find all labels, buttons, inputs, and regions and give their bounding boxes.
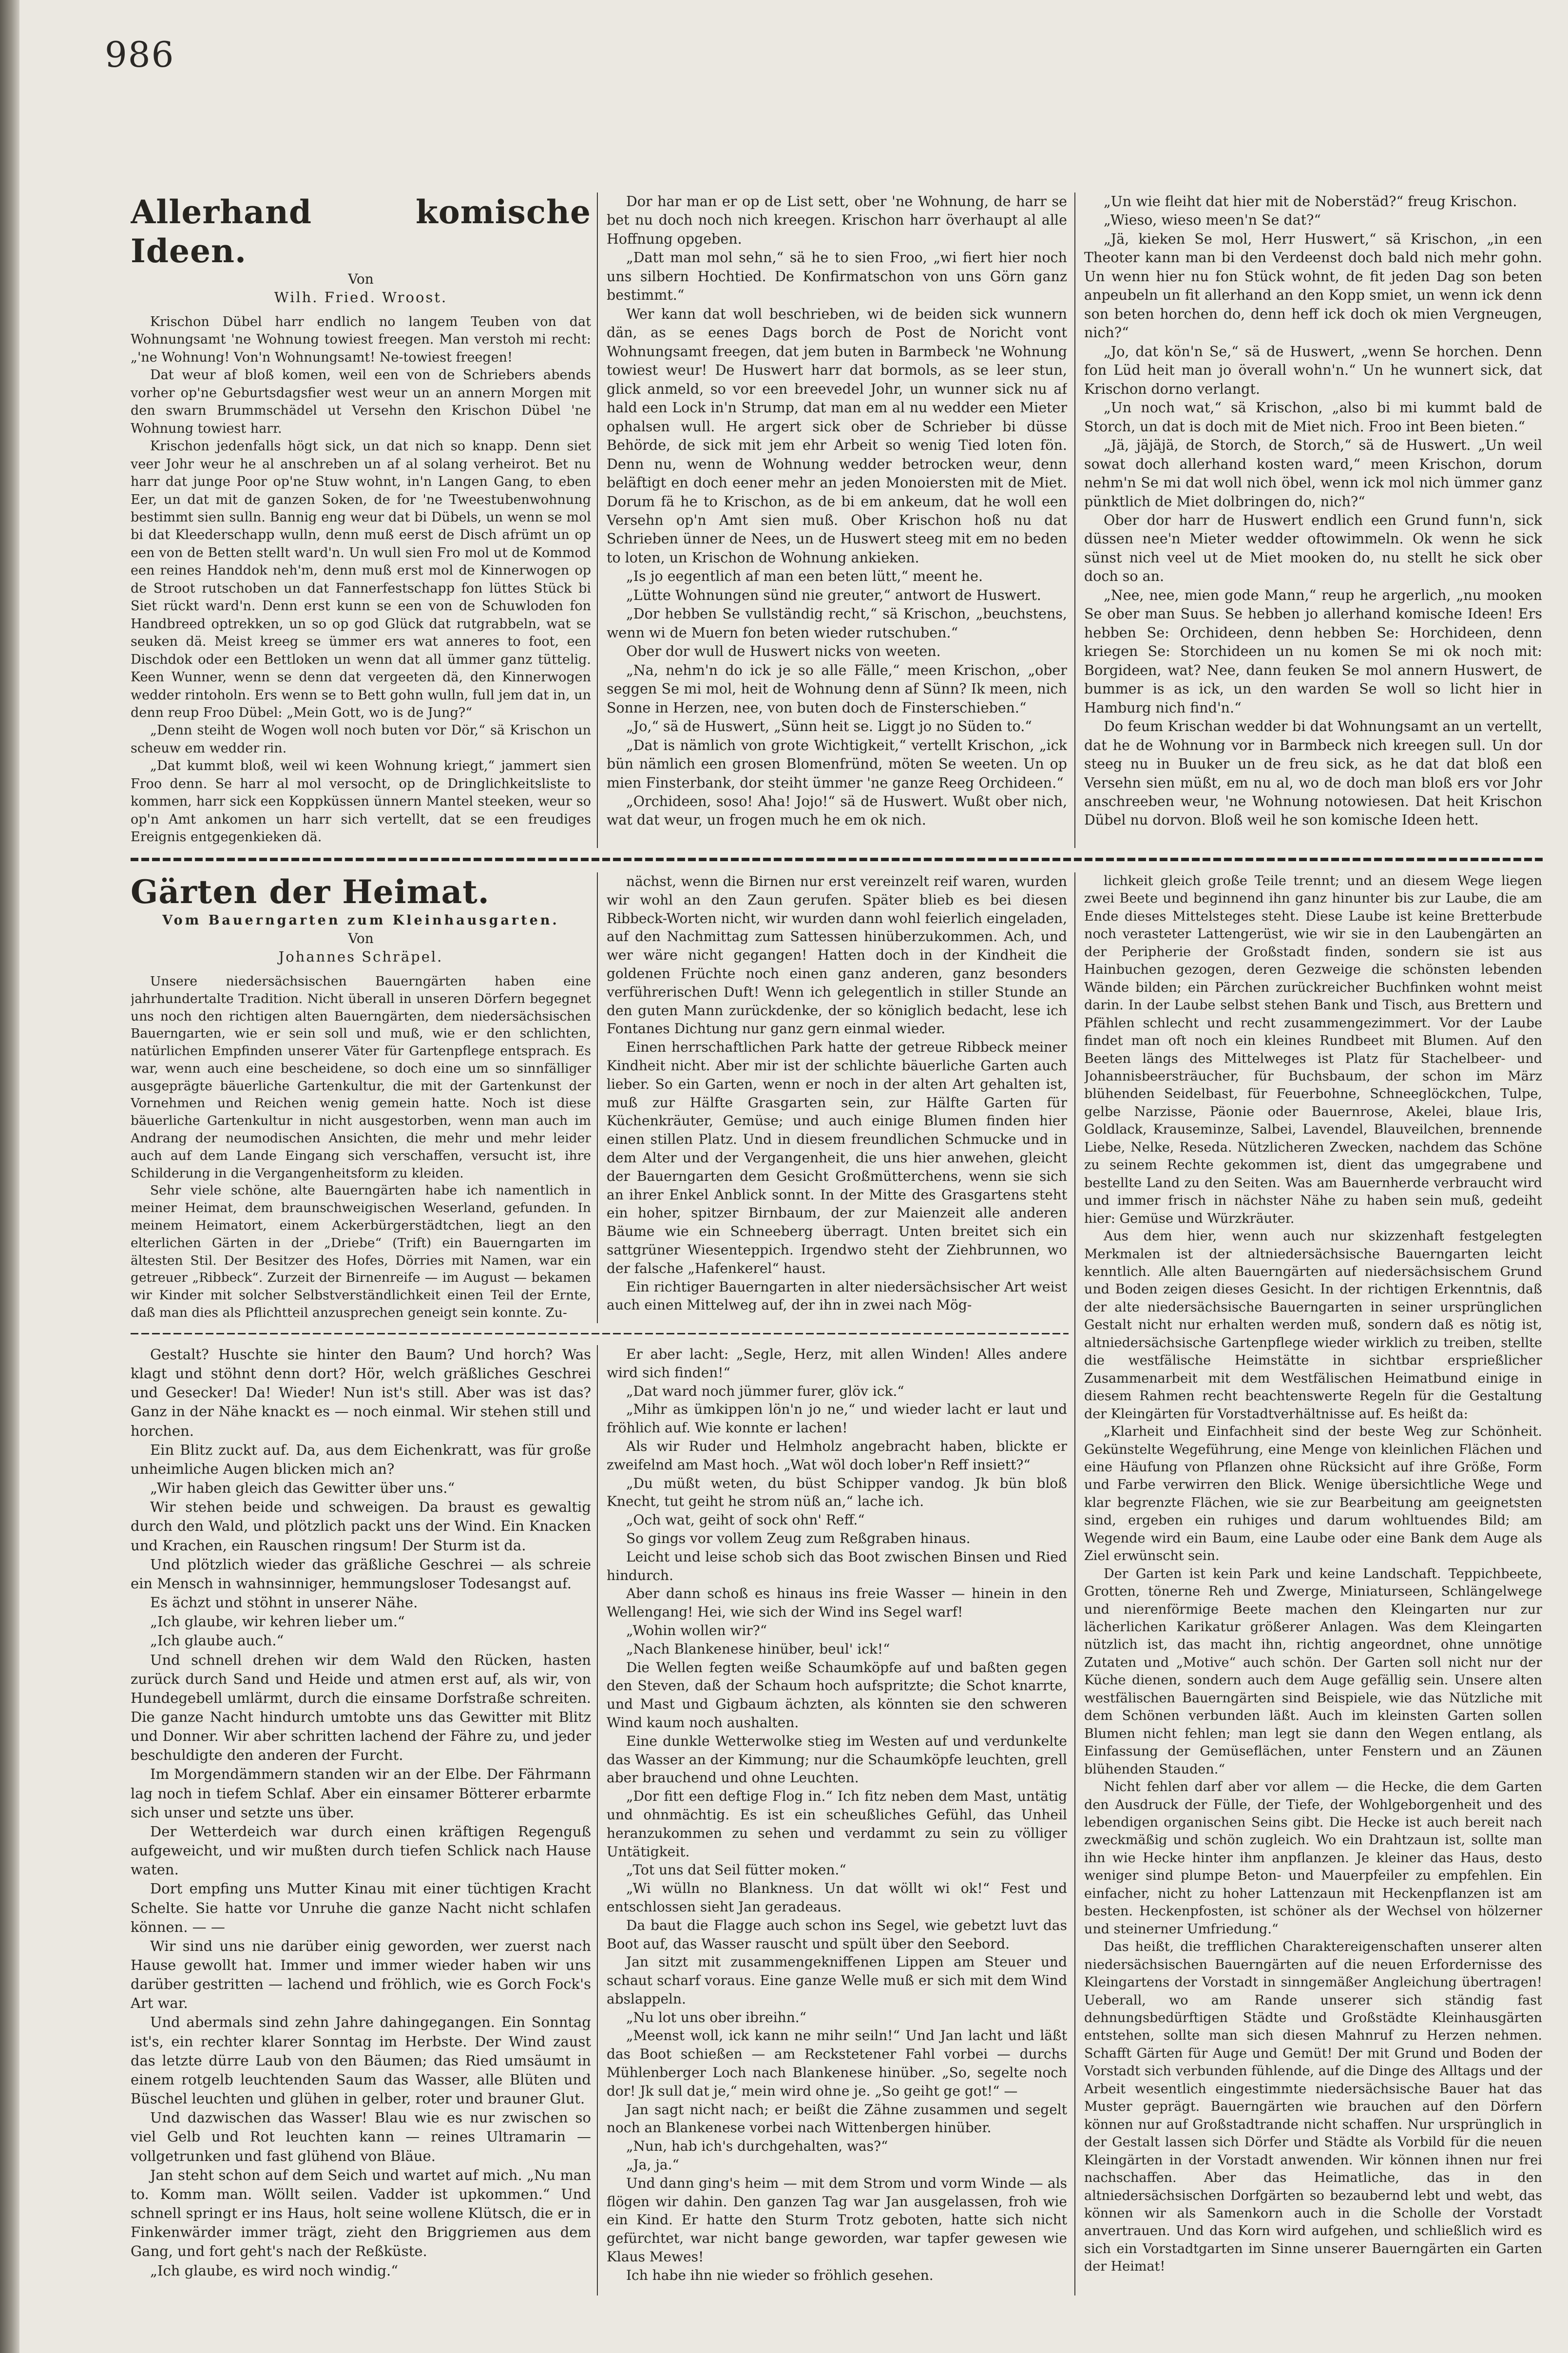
article1-column-1 (131, 193, 591, 855)
paragraph: Es ächzt und stöhnt in unserer Nähe. (150, 1594, 418, 1611)
paragraph: „Un wie fleiht dat hier mit de Noberstäd?“ freug Krischon. (1104, 193, 1517, 210)
paragraph: „Jo,“ sä de Huswert, „Sünn heit se. Liggt jo no Süden to.“ (626, 718, 1032, 735)
paragraph: Aus dem hier, wenn auch nur skizzenhaft festgelegten Merkmalen ist der altniedersächsische Bauerngarten leicht kenntlich. Alle alten Bauerngärten auf niedersächsischem Grund und Boden zeigen dieses Gesicht. In der richtigen Erkenntnis, daß der alte niedersächsische Bauerngarten in seiner ursprünglichen Gestalt nicht nur erhalten werden muß, sondern daß es nötig ist, altniedersächsische Gartenpflege wieder wirklich zu treiben, stellte die westfälische Heimstätte in sichtbar ersprießlicher Zusammenarbeit mit dem Westfälischen Heimatbund einige in diesem Rahmen recht beachtenswerte Regeln für die Gestaltung der Kleingärten für Vorstadtverhältnisse auf. Es heißt da: (1084, 1229, 1542, 1422)
column-divider (1074, 872, 1075, 2295)
paragraph: „Is jo eegentlich af man een beten lütt,“ meent he. (626, 568, 983, 585)
paragraph: Und schnell drehen wir dem Wald den Rücken, hasten zurück durch Sand und Heide und atmen erst auf, als wir, von Hundegebell umlärmt, durch die einsame Dorfstraße schreiten. Die ganze Nacht hindurch umtobte uns das Gewitter mit Blitz und Donner. Wir aber schritten lachend der Fähre zu, und jeder beschuldigte den anderen der Furcht. (131, 1651, 591, 1764)
paragraph: Wir stehen beide und schweigen. Da braust es gewaltig durch den Wald, und plötzlich packt uns der Wind. Ein Knacken und Krachen, ein Rauschen ringsum! Der Sturm ist da. (131, 1499, 591, 1554)
paragraph: Einen herrschaftlichen Park hatte der getreue Ribbeck meiner Kindheit nicht. Aber mir ist der schlichte bäuerliche Garten auch lieber. So ein Garten, wenn er noch in der alten Art gehalten ist, muß zur Hälfte Grasgarten sein, zur Hälfte Garten für Küchenkräuter, Gemüse; und auch einige Blumen finden hier einen stillen Platz. Und in diesem freundlichen Schmucke und in dem Alter und der Vergangenheit, die uns hier anwehen, gleicht der Bauerngarten dem Gesicht Großmütterchens, wenn sie sich an ihrer Enkel Anblick sonnt. In der Mitte des Grasgartens steht ein hoher, spitzer Birnbaum, der zur Maienzeit alle anderen Bäume wie ein Schneeberg überragt. Unten breitet sich ein sattgrüner Wiesenteppich. Irgendwo steht der Ziehbrunnen, wo der falsche „Hafenkerel“ haust. (607, 1039, 1067, 1276)
paragraph: „Ich glaube, wir kehren lieber um.“ (150, 1613, 405, 1630)
paragraph: So gings vor vollem Zeug zum Reßgraben hinaus. (626, 1530, 971, 1546)
article2-by: Von (348, 930, 374, 946)
paragraph: „Lütte Wohnungen sünd nie greuter,“ antwort de Huswert. (626, 587, 1041, 603)
paragraph: „Na, nehm'n do ick je so alle Fälle,“ meen Krischon, „ober seggen Se mi mol, heit de Wohnung denn af Sünn? Ik meen, nich Sonne in Herzen, nee, von buten doch de Finsterschieben.“ (607, 662, 1067, 716)
paragraph: Und dazwischen das Wasser! Blau wie es nur zwischen so viel Gelb und Rot leuchten kann — reines Ultramarin — vollgetrunken und fast glühend von Bläue. (131, 2109, 591, 2164)
paragraph: Wer kann dat woll beschrieben, wi de beiden sick wunnern dän, as se eenes Dags borch de Post de Noricht vont Wohnungsamt freegen, dat jem buten in Barmbeck 'ne Wohnung towiest weur! De Huswert harr dat bormols, as se leer stun, glick anmeld, so vor een breevedel Johr, un wunner sick nu af hald een Lock in'n Strump, dat man em al nu wedder een Mieter ophalsen wull. He argert sick ober de Schrieber bi düsse Behörde, de sick mit jem ehr Arbeit so wenig Tied loten fön. Denn nu, wenn de Wohnung wedder betrocken weur, denn beläftigt en doch eener mehr an jeden Monoiersten mit de Miet. Dorum fä he to Krischon, as de bi em ankeum, dat he woll een Versehn op'n Amt sien muß. Ober Krischon hoß nu dat Schrieben ünner de Nees, un de Huswert steeg mit em no beden to loten, un Krischon de Wohnung ankieken. (607, 306, 1067, 566)
paragraph: Ich habe ihn nie wieder so fröhlich gesehen. (626, 2267, 934, 2283)
paragraph: „Ich glaube auch.“ (150, 1632, 284, 1649)
paragraph: „Nun, hab ich's durchgehalten, was?“ (626, 2138, 888, 2155)
paragraph: Eine dunkle Wetterwolke stieg im Westen auf und verdunkelte das Wasser an der Kimmung; nur die Schaumköpfe leuchten, grell aber brauchend und ohne Leuchten. (607, 1733, 1067, 1786)
paragraph: „Nu lot uns ober ibreihn.“ (626, 2009, 806, 2025)
article1-by: Von (348, 271, 374, 287)
paragraph: Sehr viele schöne, alte Bauerngärten habe ich namentlich in meiner Heimat, dem braunschweigischen Weserland, gefunden. In meinem Heimatort, einem Ackerbürgerstädtchen, liegt an den elterlichen Gärten in der „Driebe“ (Trift) ein Bauerngarten im ältesten Stil. Der Besitzer des Hofes, Dörries mit Namen, war ein getreuer „Ribbeck“. Zurzeit der Birnenreife — im August — bekamen wir Kinder mit solcher Selbstverständlichkeit einen Teil der Ernte, daß man dies als Pflichtteil anzusprechen geneigt sein konnte. Zu- (131, 1183, 591, 1320)
article2-subtitle: Vom Bauerngarten zum Kleinhausgarten. (162, 913, 559, 928)
paragraph: „Du müßt weten, du büst Schipper vandog. Jk bün bloß Knecht, tut geiht he strom nüß an,“ lache ich. (607, 1475, 1067, 1510)
paragraph: Ober dor harr de Huswert endlich een Grund funn'n, sick düssen nee'n Mieter wedder oftowimmeln. Ok wenn he sick sünst nich veel ut de Miet mooken do, nu stellt he sick ober doch so an. (1084, 512, 1542, 585)
paragraph: Als wir Ruder und Helmholz angebracht haben, blickte er zweifelnd am Mast hoch. „Wat wöl doch lober'n Reff insiett?“ (607, 1438, 1067, 1473)
paragraph: „Wir haben gleich das Gewitter über uns.“ (150, 1480, 455, 1497)
paragraph: Der Wetterdeich war durch einen kräftigen Regenguß aufgeweicht, und wir mußten durch tiefen Schlick nach Hause waten. (131, 1823, 591, 1878)
paragraph: Und dann ging's heim — mit dem Strom und vorm Winde — als flögen wir dahin. Den ganzen Tag war Jan ausgelassen, froh wie ein Kind. Er hatte den Sturm Trotz geboten, hatte sich nicht gefürchtet, war nicht bange geworden, war tapfer gewesen wie Klaus Mewes! (607, 2175, 1067, 2265)
paragraph: Das heißt, die trefflichen Charaktereigenschaften unserer alten niedersächsischen Bauerngärten auf die neuen Erfordernisse des Kleingartens der Vorstadt in sinngemäßer Angleichung übertragen! Ueberall, wo am Rande unserer sich ständig fast dehnungsbedürftigen Städte und Großstädte Kleinhausgärten entstehen, sollte man sich diesen Mahnruf zu Herzen nehmen. Schafft Gärten für Auge und Gemüt! Der mit Grund und Boden der Vorstadt sich verbunden fühlende, auf die Dinge des Alltags und der Arbeit wesentlich eingestimmte niedersächsische Bauer hat das Muster geprägt. Bauerngärten wie brauchen auf den Dörfern können nur auf Großstadtrande nicht schaffen. Nur ursprünglich in der Gestalt lassen sich Dörfer und Städte als Vorbild für die neuen Kleingärten in der Vorstadt anwenden. Wir können ihnen nur frei nachschaffen. Aber das Heimatliche, das in den altniedersächsischen Dorfgärten so bezaubernd lebt und webt, das können wir als Samenkorn auch in die Scholle der Vorstadt anvertrauen. Und das Korn wird aufgehen, und schließlich wird es sich ein Vorstadtgarten im Sinne unserer Bauerngärten ein Garten der Heimat! (1084, 1939, 1542, 2275)
article2-column-2 (607, 872, 1067, 1326)
paragraph: „Dat ward noch jümmer furer, glöv ick.“ (626, 1383, 904, 1399)
paragraph: Und plötzlich wieder das gräßliche Geschrei — als schreie ein Mensch in wahnsinniger, hemmungsloser Todesangst auf. (131, 1556, 591, 1592)
paragraph: Do feum Krischan wedder bi dat Wohnungsamt an un vertellt, dat he de Wohnung vor in Barmbeck nich kreegen sull. Un dor steeg nu in Buuker un de freu sick, as he dat dat bloß een Versehn sien müßt, em nu al, wo de doch man bloß ers vor Johr anschreeben weur, 'ne Wohnung notowiesen. Dat heit Krischon Dübel nu dorvon. Bloß weil he son komische Ideen hett. (1084, 718, 1542, 829)
paragraph: „Orchideen, soso! Aha! Jojo!“ sä de Huswert. Wußt ober nich, wat dat weur, un frogen much he em ok nich. (607, 793, 1067, 829)
paragraph: Leicht und leise schob sich das Boot zwischen Binsen und Ried hindurch. (607, 1548, 1067, 1583)
paragraph: „Dor fitt een deftige Flog in.“ Ich fitz neben dem Mast, untätig und ohnmächtig. Es ist ein scheußliches Gefühl, das Unheil heranzukommen zu sehen und verdammt zu sein zu völliger Untätigkeit. (607, 1788, 1067, 1860)
section-divider (131, 1333, 1069, 1334)
page-binding-edge (0, 0, 19, 2353)
article1-title: Allerhand komische Ideen. (131, 193, 591, 270)
column-divider (597, 1345, 598, 2295)
paragraph: Krischon jedenfalls högt sick, un dat nich so knapp. Denn siet veer Johr weur he al anschreben un af al solang verheirot. Bet nu harr dat junge Poor op'ne Stuw wohnt, in'n Langen Gang, to eben Eer, un dat mit de ganzen Soken, de for 'ne Tweestubenwohnung bestimmt sien sulln. Bannig eng weur dat bi Dübels, un wenn se mol bi dat Kleederschapp wulln, denn muß eerst de Disch afrümt un op een von de Betten stellt ward'n. Un wull sien Fro mol ut de Kommod een reines Handdok neh'm, denn muß erst mol de Kinnerwogen op de Stroot rutschoben un dat Fannerfestschapp fon lüttes Stück bi Siet rückt ward'n. Denn erst kunn se een von de Schuwloden fon Handbreed optrekken, un so op god Glück dat rutgrabbeln, wat se seuken dä. Meist kreeg se ümmer ers wat anneres to foot, een Dischdok oder een Bettloken un wenn dat all ümmer ganz tüttelig. Keen Wunner, wenn se denn dat vergeeten dä, den Kinnerwogen wedder rintoholn. Ers wenn se to Bett gohn wulln, full jem dat in, un denn reup Froo Dübel: „Mein Gott, wo is de Jung?“ (131, 439, 591, 720)
article1-column-3 (1084, 193, 1542, 855)
paragraph: „Wi wülln no Blankness. Un dat wöllt wi ok!“ Fest und entschlossen sieht Jan geradeaus. (607, 1880, 1067, 1915)
paragraph: Und abermals sind zehn Jahre dahingegangen. Ein Sonntag ist's, ein rechter klarer Sonntag im Herbste. Der Wind zaust das letzte dürre Laub von den Bäumen; das Ried umsäumt in einem rotgelb leuchtenden Saum das Wasser, alle Blüten und Büschel leuchten und glühen in gelber, roter und brauner Glut. (131, 2014, 591, 2107)
paragraph: Da baut die Flagge auch schon ins Segel, wie gebetzt luvt das Boot auf, das Wasser rauscht und spült über den Seebord. (607, 1917, 1067, 1952)
paragraph: Dat weur af bloß komen, weil een von de Schriebers abends vorher op'ne Geburtsdagsfier west weur un an annern Morgen mit den swarn Brummschädel ut Versehn den Krischon Dübel 'ne Wohnung towiest harr. (131, 367, 591, 436)
paragraph: „Dor hebben Se vullständig recht,“ sä Krischon, „beuchstens, wenn wi de Muern fon beten wieder rutschuben.“ (607, 606, 1067, 641)
article2-author: Johannes Schräpel. (278, 948, 443, 965)
paragraph: Ober dor wull de Huswert nicks von weeten. (626, 643, 941, 660)
paragraph: „Meenst woll, ick kann ne mihr seiln!“ Und Jan lacht und läßt das Boot schießen — am Reckstetener Fahl vorbei — durchs Mühlenberger Loch nach Blankenese hinüber. „So, segelte noch dor! Jk sull dat je,“ mein wird ohne je. „So geiht ge got!“ — (607, 2027, 1067, 2099)
paragraph: „Wieso, wieso meen'n Se dat?“ (1104, 212, 1321, 229)
paragraph: „Nach Blankenese hinüber, beul' ick!“ (626, 1640, 890, 1657)
paragraph: „Klarheit und Einfachheit sind der beste Weg zur Schönheit. Gekünstelte Wegeführung, eine Menge von kleinlichen Flächen und eine Häufung von Pflanzen ohne Rücksicht auf ihre Größe, Form und Farbe verwirren den Blick. Wenige übersichtliche Wege und klar begrenzte Flächen, wie sie zur Bearbeitung am geeignetsten sind, ergeben ein ruhiges und darum wohltuendes Bild; am Wegende wird ein Baum, eine Laube oder eine Bank dem Auge als Ziel erwünscht sein. (1084, 1424, 1542, 1564)
paragraph: „Ja, ja.“ (626, 2157, 679, 2173)
paragraph: „Jä, kieken Se mol, Herr Huswert,“ sä Krischon, „in een Theoter kann man bi den Verdeenst doch bald nich mehr gohn. Un wenn hier nu fon Stück wohnt, de fit jeden Dag son beten anpeubeln un fit allerhand an den Kopp smiet, un wenn ick denn son beten horchen do, denn heff ick doch ok mien Vergneugen, nich?“ (1084, 231, 1542, 341)
article1-column-2 (607, 193, 1067, 855)
article2-column-3 (1084, 872, 1542, 2300)
paragraph: „Datt man mol sehn,“ sä he to sien Froo, „wi fiert hier noch uns silbern Hochtied. De Konfirmatschon von uns Görn ganz bestimmt.“ (607, 250, 1067, 304)
paragraph: Im Morgendämmern standen wir an der Elbe. Der Fährmann lag noch in tiefem Schlaf. Aber ein einsamer Bötterer erbarmte sich unser und setzte uns über. (131, 1766, 591, 1821)
paragraph: „Un noch wat,“ sä Krischon, „also bi mi kummt bald de Storch, un dat is doch mit de Miet nich. Froo int Been bieten.“ (1084, 400, 1542, 435)
paragraph: „Dat kummt bloß, weil wi keen Wohnung kriegt,“ jammert sien Froo denn. Se harr al mol versocht, op de Dringlichkeitsliste to kommen, harr sick een Koppküssen ünnern Mantel steeken, weur so op'n Amt ankomen un harr sich vertellt, dat se een freudiges Ereignis entgegenkieken dä. (131, 758, 591, 845)
paragraph: Jan sitzt mit zusammengekniffenen Lippen am Steuer und schaut scharf voraus. Eine ganze Welle muß er sich mit dem Wind abslappeln. (607, 1954, 1067, 2007)
paragraph: „Wohin wollen wir?“ (626, 1622, 767, 1639)
paragraph: Jan sagt nicht nach; er beißt die Zähne zusammen und segelt noch an Blankenese vorbei nach Wittenbergen hinüber. (607, 2101, 1067, 2136)
column-divider (597, 193, 598, 848)
paragraph: „Jä, jäjäjä, de Storch, de Storch,“ sä de Huswert. „Un weil sowat doch allerhand kosten ward,“ meen Krischon, dorum nehm'n Se mi dat woll nich öbel, wenn ick mol nich ümmer ganz pünktlich de Miet dolbringen do, nich?“ (1084, 437, 1542, 510)
paragraph: lichkeit gleich große Teile trennt; und an diesem Wege liegen zwei Beete und beginnend ihn ganz hinunter bis zur Laube, die am Ende dieses Mittelsteges steht. Diese Laube ist keine Bretterbude noch verasteter Lattengerüst, wie wir sie in den Laubengärten an der Peripherie der Großstadt finden, sondern sie ist aus Hainbuchen gezogen, deren Gezweige die schönsten lebenden Wände bilden; ein Pärchen zurückreicher Buchfinken wohnt meist darin. In der Laube selbst stehen Bank und Tisch, aus Brettern und Pfählen schlecht und recht zusammengezimmert. Vor der Laube findet man oft noch ein kleines Rundbeet mit Blumen. Auf den Beeten längs des Mittelweges ist Platz für Stachelbeer- und Johannisbeersträucher, für Buchsbaum, der schon im März blühenden Seidelbast, für Feuerbohne, Schneeglöckchen, Tulpe, gelbe Narzisse, Päonie oder Bauernrose, Akelei, blaue Iris, Goldlack, Krauseminze, Salbei, Lavendel, Blauveilchen, brennende Liebe, Nelke, Reseda. Nützlicheren Zwecken, nachdem das Schöne zu seinem Rechte gekommen ist, dient das umgegrabene und bestellte Land zu den Seiten. Was am Bauernherde verbraucht wird und immer frisch in nächster Nähe zu haben sein muß, gedeiht hier: Gemüse und Würzkräuter. (1084, 873, 1542, 1226)
paragraph: Dort empfing uns Mutter Kinau mit einer tüchtigen Kracht Schelte. Sie hatte vor Unruhe die ganze Nacht nicht schlafen können. — — (131, 1880, 591, 1935)
paragraph: „Denn steiht de Wogen woll noch buten vor Dör,“ sä Krischon un scheuw em wedder rin. (131, 723, 591, 756)
paragraph: Nicht fehlen darf aber vor allem — die Hecke, die dem Garten den Ausdruck der Fülle, der Tiefe, der Wohlgeborgenheit und des lebendigen organischen Seins gibt. Die Hecke ist auch bereit nach zweckmäßig und schön zugleich. Wo ein Drahtzaun ist, sollte man ihn wie Hecke hinter ihm anpflanzen. Je kleiner das Haus, desto weniger sind plumpe Beton- und Mauerpfeiler zu empfehlen. Ein einfacher, nicht zu hoher Lattenzaun mit Heckenpflanzen ist am besten. Heckenpfosten, ist schöner als der Wechsel von hölzerner und steinerner Umfriedung.“ (1084, 1779, 1542, 1937)
paragraph: „Nee, nee, mien gode Mann,“ reup he argerlich, „nu mooken Se ober man Suus. Se hebben jo allerhand komische Ideen! Ers hebben Se: Orchideen, denn hebben Se: Horchideen, denn kriegen Se: Storchideen un nu komen Se mi ok noch mit: Borgideen, wat? Nee, dann feuken Se mol annern Huswert, de bummer is as ick, un den warden Se woll so licht hier in Hamburg nich find'n.“ (1084, 587, 1542, 716)
article2-column-1 (131, 872, 591, 1326)
paragraph: Krischon Dübel harr endlich no langem Teuben von dat Wohnungsamt 'ne Wohnung towiest freegen. Man verstoh mi recht: „'ne Wohnung! Von'n Wohnungsamt! Ne-towiest freegen! (131, 314, 591, 365)
article3-column-1 (131, 1345, 591, 2300)
article1-author: Wilh. Fried. Wroost. (274, 289, 448, 306)
paragraph: „Tot uns dat Seil fütter moken.“ (626, 1862, 846, 1878)
paragraph: Dor har man er op de List sett, ober 'ne Wohnung, de harr se bet nu doch noch nich kreegen. Krischon harr överhaupt al alle Hoffnung opgeben. (607, 193, 1067, 247)
paragraph: Er aber lacht: „Segle, Herz, mit allen Winden! Alles andere wird sich finden!“ (607, 1346, 1067, 1381)
paragraph: Die Wellen fegten weiße Schaumköpfe auf und baßten gegen den Steven, daß der Schaum hoch aufspritzte; die Schot knarrte, und Mast und Gigbaum ächzten, als könnten sie den schweren Wind kaum noch aushalten. (607, 1659, 1067, 1731)
paragraph: Unsere niedersächsischen Bauerngärten haben eine jahrhundertalte Tradition. Nicht überall in unseren Dörfern begegnet uns noch den richtigen alten Bauerngärten, dem niedersächsischen Bauerngarten, wie er sein soll und muß, wie er den schlichten, natürlichen Empfinden unserer Väter für Gartenpflege entsprach. Es war, wenn auch eine bescheidene, so doch eine um so sinnfälliger ausgeprägte bäuerliche Gartenkultur, die mit der Gartenkunst der Vornehmen und Reichen wenig gemein hatte. Noch ist diese bäuerliche Gartenkultur in nicht ausgestorben, wenn man auch im Andrang der neumodischen Ansichten, die mehr und mehr leider auch auf dem Lande Eingang sich verschaffen, versucht ist, ihre Schilderung in die Vergangenheitsform zu kleiden. (131, 974, 591, 1181)
paragraph: „Mihr as ümkippen lön'n jo ne,“ und wieder lacht er laut und fröhlich auf. Wie konnte er lachen! (607, 1401, 1067, 1436)
article3-column-2 (607, 1345, 1067, 2300)
paragraph: Ein Blitz zuckt auf. Da, aus dem Eichenkratt, was für große unheimliche Augen blicken mich an? (131, 1441, 591, 1477)
paragraph: Jan steht schon auf dem Seich und wartet auf mich. „Nu man to. Komm man. Wöllt seilen. Vadder ist upkommen.“ Und schnell springt er ins Haus, holt seine wollene Klütsch, die er in Finkenwärder immer trägt, zieht den Briggriemen aus dem Gang, und fort geht's nach der Reßküste. (131, 2166, 591, 2260)
paragraph: „Dat is nämlich von grote Wichtigkeit,“ vertellt Krischon, „ick bün nämlich een grosen Blomenfründ, möten Se weeten. Un op mien Finsterbank, dor steiht ümmer 'ne ganze Reeg Orchideen.“ (607, 737, 1067, 791)
paragraph: „Ich glaube, es wird noch windig.“ (150, 2262, 399, 2279)
paragraph: nächst, wenn die Birnen nur erst vereinzelt reif waren, wurden wir wohl an den Zaun gerufen. Später blieb es bei diesen Ribbeck-Worten nicht, wir wurden dann wohl feierlich eingeladen, auf den Nachmittag zum Sattessen hinüberzukommen. Ach, und wer wäre nicht gegangen! Hatten doch in der Kindheit die goldenen Früchte noch einen ganz anderen, ganz besonders verführerischen Duft! Wenn ich gelegentlich in stiller Stunde an den guten Mann zurückdenke, der so königlich bedacht, lese ich Fontanes Dichtung nur ganz gern einmal wieder. (607, 873, 1067, 1037)
column-divider (597, 872, 598, 1323)
paragraph: Wir sind uns nie darüber einig geworden, wer zuerst nach Hause gewollt hat. Immer und immer wieder haben wir uns darüber gestritten — lachend und fröhlich, wie es Gorch Fock's Art war. (131, 1937, 591, 2012)
article2-title: Gärten der Heimat. (131, 873, 490, 911)
column-divider (1074, 193, 1075, 848)
paragraph: Der Garten ist kein Park und keine Landschaft. Teppichbeete, Grotten, tönerne Reh und Zwerge, Miniaturseen, Schlängelwege und nierenförmige Beete machen den Kleingarten nur zur lächerlichen Karikatur größerer Anlagen. Was dem Kleingarten nützlich ist, das macht ihn, richtig angeordnet, ohne unnötige Zutaten und „Motive“ auch schön. Der Garten soll nicht nur der Küche dienen, sondern auch dem Auge gefällig sein. Unsere alten westfälischen Bauerngärten sind Beispiele, wie das Nützliche mit dem Schönen verbunden läßt. Auch im kleinsten Garten sollen Blumen nicht fehlen; man legt sie dann den Wegen entlang, als Einfassung der Gemüseflächen, unter Fenstern und an Zäunen blühenden Stauden.“ (1084, 1566, 1542, 1777)
paragraph: Ein richtiger Bauerngarten in alter niedersächsischer Art weist auch einen Mittelweg auf, der ihn in zwei nach Mög- (607, 1278, 1067, 1313)
paragraph: Aber dann schoß es hinaus ins freie Wasser — hinein in den Wellengang! Hei, wie sich der Wind ins Segel warf! (607, 1585, 1067, 1620)
page-number: 986 (105, 34, 175, 75)
paragraph: Gestalt? Huschte sie hinter den Baum? Und horch? Was klagt und stöhnt denn dort? Hör, welch gräßliches Geschrei und Gesecker! Da! Wieder! Nun ist's still. Aber was ist das? Ganz in der Nähe knackt es — noch einmal. Wir stehen still und horchen. (131, 1346, 591, 1439)
paragraph: „Och wat, geiht of sock ohn' Reff.“ (626, 1512, 865, 1528)
paragraph: „Jo, dat kön'n Se,“ sä de Huswert, „wenn Se horchen. Denn fon Lüd heit man jo överall wohn'n.“ Un he wunnert sick, dat Krischon dorno verlangt. (1084, 343, 1542, 397)
section-divider (131, 858, 1544, 861)
